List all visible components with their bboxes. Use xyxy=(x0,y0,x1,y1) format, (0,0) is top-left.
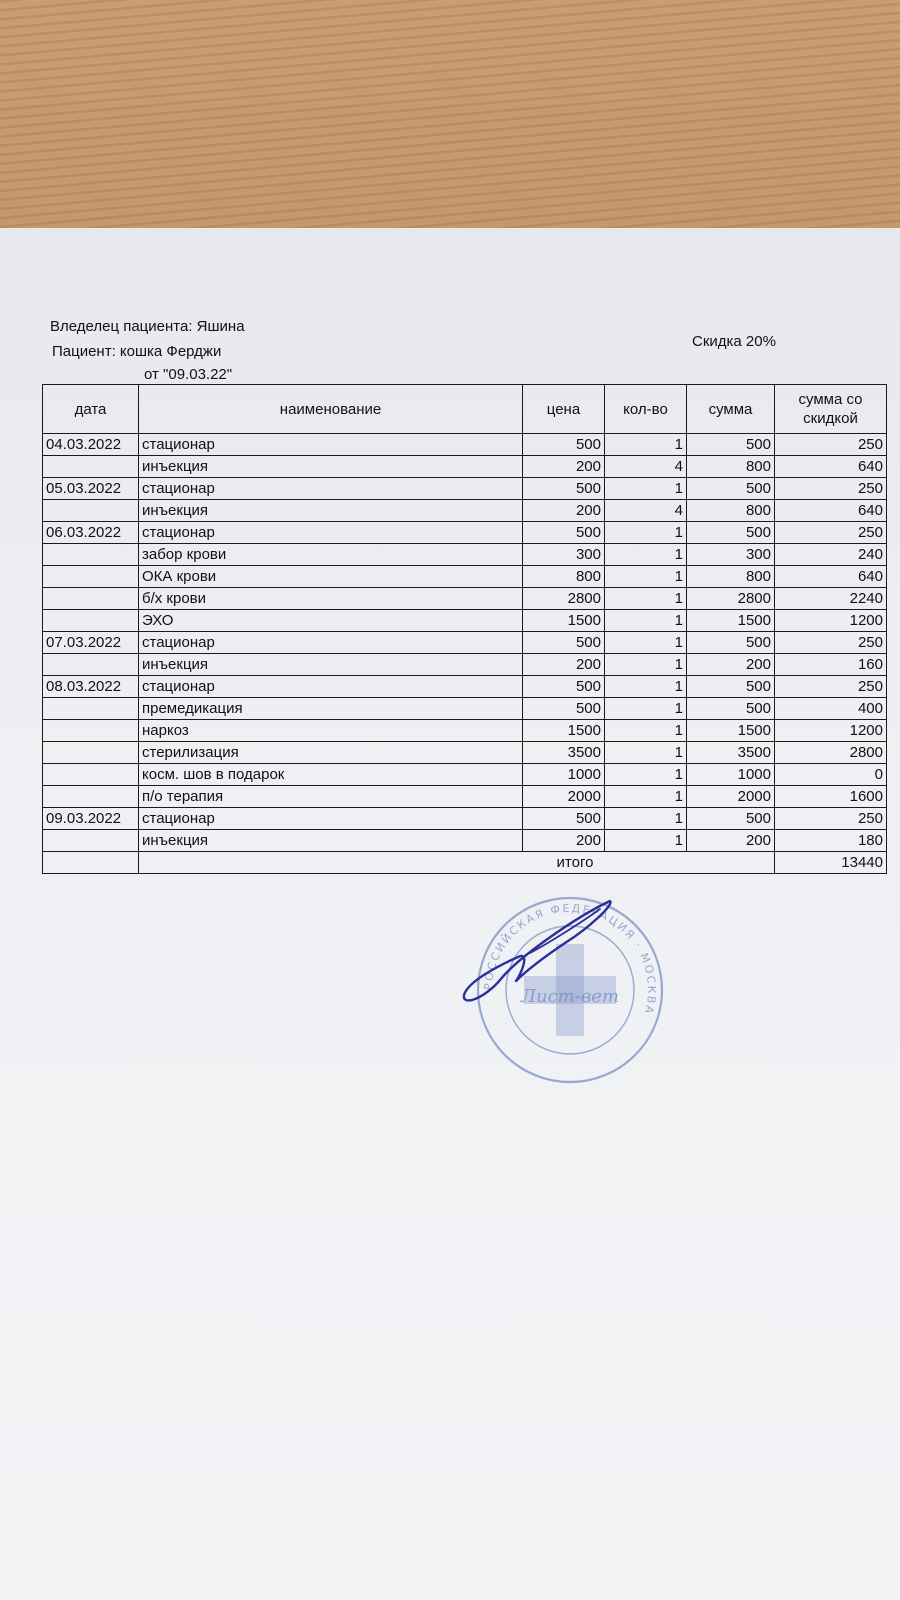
wooden-table-background xyxy=(0,0,900,240)
row-quantity: 1 xyxy=(605,544,687,566)
row-service-name: инъекция xyxy=(139,500,523,522)
row-quantity: 1 xyxy=(605,478,687,500)
row-quantity: 1 xyxy=(605,676,687,698)
row-sum: 2000 xyxy=(687,786,775,808)
column-header-sum: сумма xyxy=(687,385,775,434)
row-price: 500 xyxy=(523,698,605,720)
table-row xyxy=(43,456,887,478)
row-service-name: стационар xyxy=(139,434,523,456)
row-sum: 200 xyxy=(687,830,775,852)
row-price: 200 xyxy=(523,456,605,478)
row-service-name: наркоз xyxy=(139,720,523,742)
table-row xyxy=(43,808,887,830)
row-discounted-sum: 1600 xyxy=(775,786,887,808)
row-date xyxy=(43,720,139,742)
row-price: 500 xyxy=(523,434,605,456)
row-sum: 800 xyxy=(687,456,775,478)
row-price: 200 xyxy=(523,830,605,852)
row-sum: 500 xyxy=(687,522,775,544)
row-date xyxy=(43,742,139,764)
row-quantity: 1 xyxy=(605,522,687,544)
discount-label: Скидка 20% xyxy=(692,333,776,350)
row-service-name: ЭХО xyxy=(139,610,523,632)
row-service-name: забор крови xyxy=(139,544,523,566)
table-row xyxy=(43,720,887,742)
row-service-name: стационар xyxy=(139,478,523,500)
row-date: 08.03.2022 xyxy=(43,676,139,698)
row-service-name: инъекция xyxy=(139,654,523,676)
row-service-name: косм. шов в подарок xyxy=(139,764,523,786)
row-discounted-sum: 2240 xyxy=(775,588,887,610)
table-body xyxy=(43,434,887,852)
row-date: 07.03.2022 xyxy=(43,632,139,654)
row-discounted-sum: 640 xyxy=(775,566,887,588)
row-date xyxy=(43,456,139,478)
row-price: 3500 xyxy=(523,742,605,764)
table-row xyxy=(43,588,887,610)
row-price: 300 xyxy=(523,544,605,566)
total-value: 13440 xyxy=(775,852,887,874)
row-date xyxy=(43,588,139,610)
row-price: 500 xyxy=(523,478,605,500)
patient-line: Пациент: кошка Ферджи xyxy=(52,343,222,360)
table-row xyxy=(43,522,887,544)
column-header-price: цена xyxy=(523,385,605,434)
table-row xyxy=(43,544,887,566)
row-discounted-sum: 250 xyxy=(775,676,887,698)
row-price: 1500 xyxy=(523,720,605,742)
row-quantity: 1 xyxy=(605,566,687,588)
row-sum: 500 xyxy=(687,434,775,456)
row-quantity: 1 xyxy=(605,808,687,830)
row-service-name: премедикация xyxy=(139,698,523,720)
signature-stroke-2 xyxy=(530,909,600,953)
row-discounted-sum: 1200 xyxy=(775,720,887,742)
row-price: 1500 xyxy=(523,610,605,632)
row-price: 1000 xyxy=(523,764,605,786)
column-header-date: дата xyxy=(43,385,139,434)
table-row xyxy=(43,830,887,852)
table-row xyxy=(43,610,887,632)
row-quantity: 1 xyxy=(605,588,687,610)
row-discounted-sum: 640 xyxy=(775,500,887,522)
row-date xyxy=(43,786,139,808)
table-row xyxy=(43,478,887,500)
row-quantity: 1 xyxy=(605,632,687,654)
row-discounted-sum: 640 xyxy=(775,456,887,478)
row-quantity: 1 xyxy=(605,654,687,676)
table-row xyxy=(43,742,887,764)
invoice-date: от "09.03.22" xyxy=(144,366,233,383)
row-date xyxy=(43,654,139,676)
row-discounted-sum: 2800 xyxy=(775,742,887,764)
stamp-ring-text: РОССИЙСКАЯ ФЕДЕРАЦИЯ · МОСКВА xyxy=(481,901,659,1017)
row-sum: 3500 xyxy=(687,742,775,764)
row-price: 2800 xyxy=(523,588,605,610)
row-date xyxy=(43,764,139,786)
row-discounted-sum: 240 xyxy=(775,544,887,566)
row-price: 500 xyxy=(523,676,605,698)
row-discounted-sum: 400 xyxy=(775,698,887,720)
row-sum: 1500 xyxy=(687,610,775,632)
row-service-name: стационар xyxy=(139,676,523,698)
signature-stroke xyxy=(464,901,611,1000)
row-sum: 2800 xyxy=(687,588,775,610)
row-date xyxy=(43,566,139,588)
row-quantity: 4 xyxy=(605,456,687,478)
column-header-name: наименование xyxy=(139,385,523,434)
row-date xyxy=(43,830,139,852)
row-discounted-sum: 250 xyxy=(775,808,887,830)
row-sum: 800 xyxy=(687,566,775,588)
total-label: итого xyxy=(139,852,775,874)
row-date xyxy=(43,698,139,720)
row-service-name: стационар xyxy=(139,808,523,830)
row-date xyxy=(43,610,139,632)
row-date: 04.03.2022 xyxy=(43,434,139,456)
row-sum: 1500 xyxy=(687,720,775,742)
row-service-name: ОКА крови xyxy=(139,566,523,588)
row-discounted-sum: 250 xyxy=(775,522,887,544)
row-discounted-sum: 180 xyxy=(775,830,887,852)
total-row xyxy=(43,852,887,874)
row-price: 500 xyxy=(523,632,605,654)
row-discounted-sum: 250 xyxy=(775,478,887,500)
row-discounted-sum: 0 xyxy=(775,764,887,786)
row-price: 2000 xyxy=(523,786,605,808)
table-row xyxy=(43,500,887,522)
row-date: 09.03.2022 xyxy=(43,808,139,830)
row-price: 500 xyxy=(523,522,605,544)
row-quantity: 1 xyxy=(605,698,687,720)
row-date xyxy=(43,500,139,522)
row-sum: 500 xyxy=(687,698,775,720)
table-row xyxy=(43,632,887,654)
row-date xyxy=(43,544,139,566)
table-row xyxy=(43,698,887,720)
row-price: 200 xyxy=(523,500,605,522)
row-sum: 500 xyxy=(687,676,775,698)
row-quantity: 1 xyxy=(605,742,687,764)
row-price: 500 xyxy=(523,808,605,830)
column-header-discounted: сумма со скидкой xyxy=(775,385,887,434)
row-discounted-sum: 250 xyxy=(775,632,887,654)
row-quantity: 1 xyxy=(605,610,687,632)
row-price: 800 xyxy=(523,566,605,588)
table-header-row xyxy=(43,385,887,434)
table-row xyxy=(43,676,887,698)
row-sum: 500 xyxy=(687,478,775,500)
row-sum: 300 xyxy=(687,544,775,566)
signature xyxy=(460,895,660,1035)
row-service-name: инъекция xyxy=(139,830,523,852)
row-sum: 1000 xyxy=(687,764,775,786)
row-service-name: стационар xyxy=(139,522,523,544)
row-sum: 500 xyxy=(687,632,775,654)
row-date: 06.03.2022 xyxy=(43,522,139,544)
row-quantity: 1 xyxy=(605,434,687,456)
row-price: 200 xyxy=(523,654,605,676)
row-service-name: инъекция xyxy=(139,456,523,478)
row-discounted-sum: 160 xyxy=(775,654,887,676)
table-row xyxy=(43,786,887,808)
row-sum: 500 xyxy=(687,808,775,830)
table-row xyxy=(43,764,887,786)
row-sum: 200 xyxy=(687,654,775,676)
row-service-name: п/о терапия xyxy=(139,786,523,808)
row-discounted-sum: 250 xyxy=(775,434,887,456)
total-empty-cell xyxy=(43,852,139,874)
row-quantity: 1 xyxy=(605,720,687,742)
column-header-qty: кол-во xyxy=(605,385,687,434)
row-discounted-sum: 1200 xyxy=(775,610,887,632)
row-service-name: стационар xyxy=(139,632,523,654)
row-service-name: б/х крови xyxy=(139,588,523,610)
table-row xyxy=(43,566,887,588)
stamp-center-text: Лист-вет xyxy=(520,986,620,1007)
services-table xyxy=(42,384,887,874)
table-row xyxy=(43,434,887,456)
row-sum: 800 xyxy=(687,500,775,522)
row-quantity: 1 xyxy=(605,786,687,808)
row-quantity: 1 xyxy=(605,764,687,786)
row-quantity: 1 xyxy=(605,830,687,852)
row-service-name: стерилизация xyxy=(139,742,523,764)
row-date: 05.03.2022 xyxy=(43,478,139,500)
table-row xyxy=(43,654,887,676)
row-quantity: 4 xyxy=(605,500,687,522)
owner-line: Вледелец пациента: Яшина xyxy=(50,318,245,335)
